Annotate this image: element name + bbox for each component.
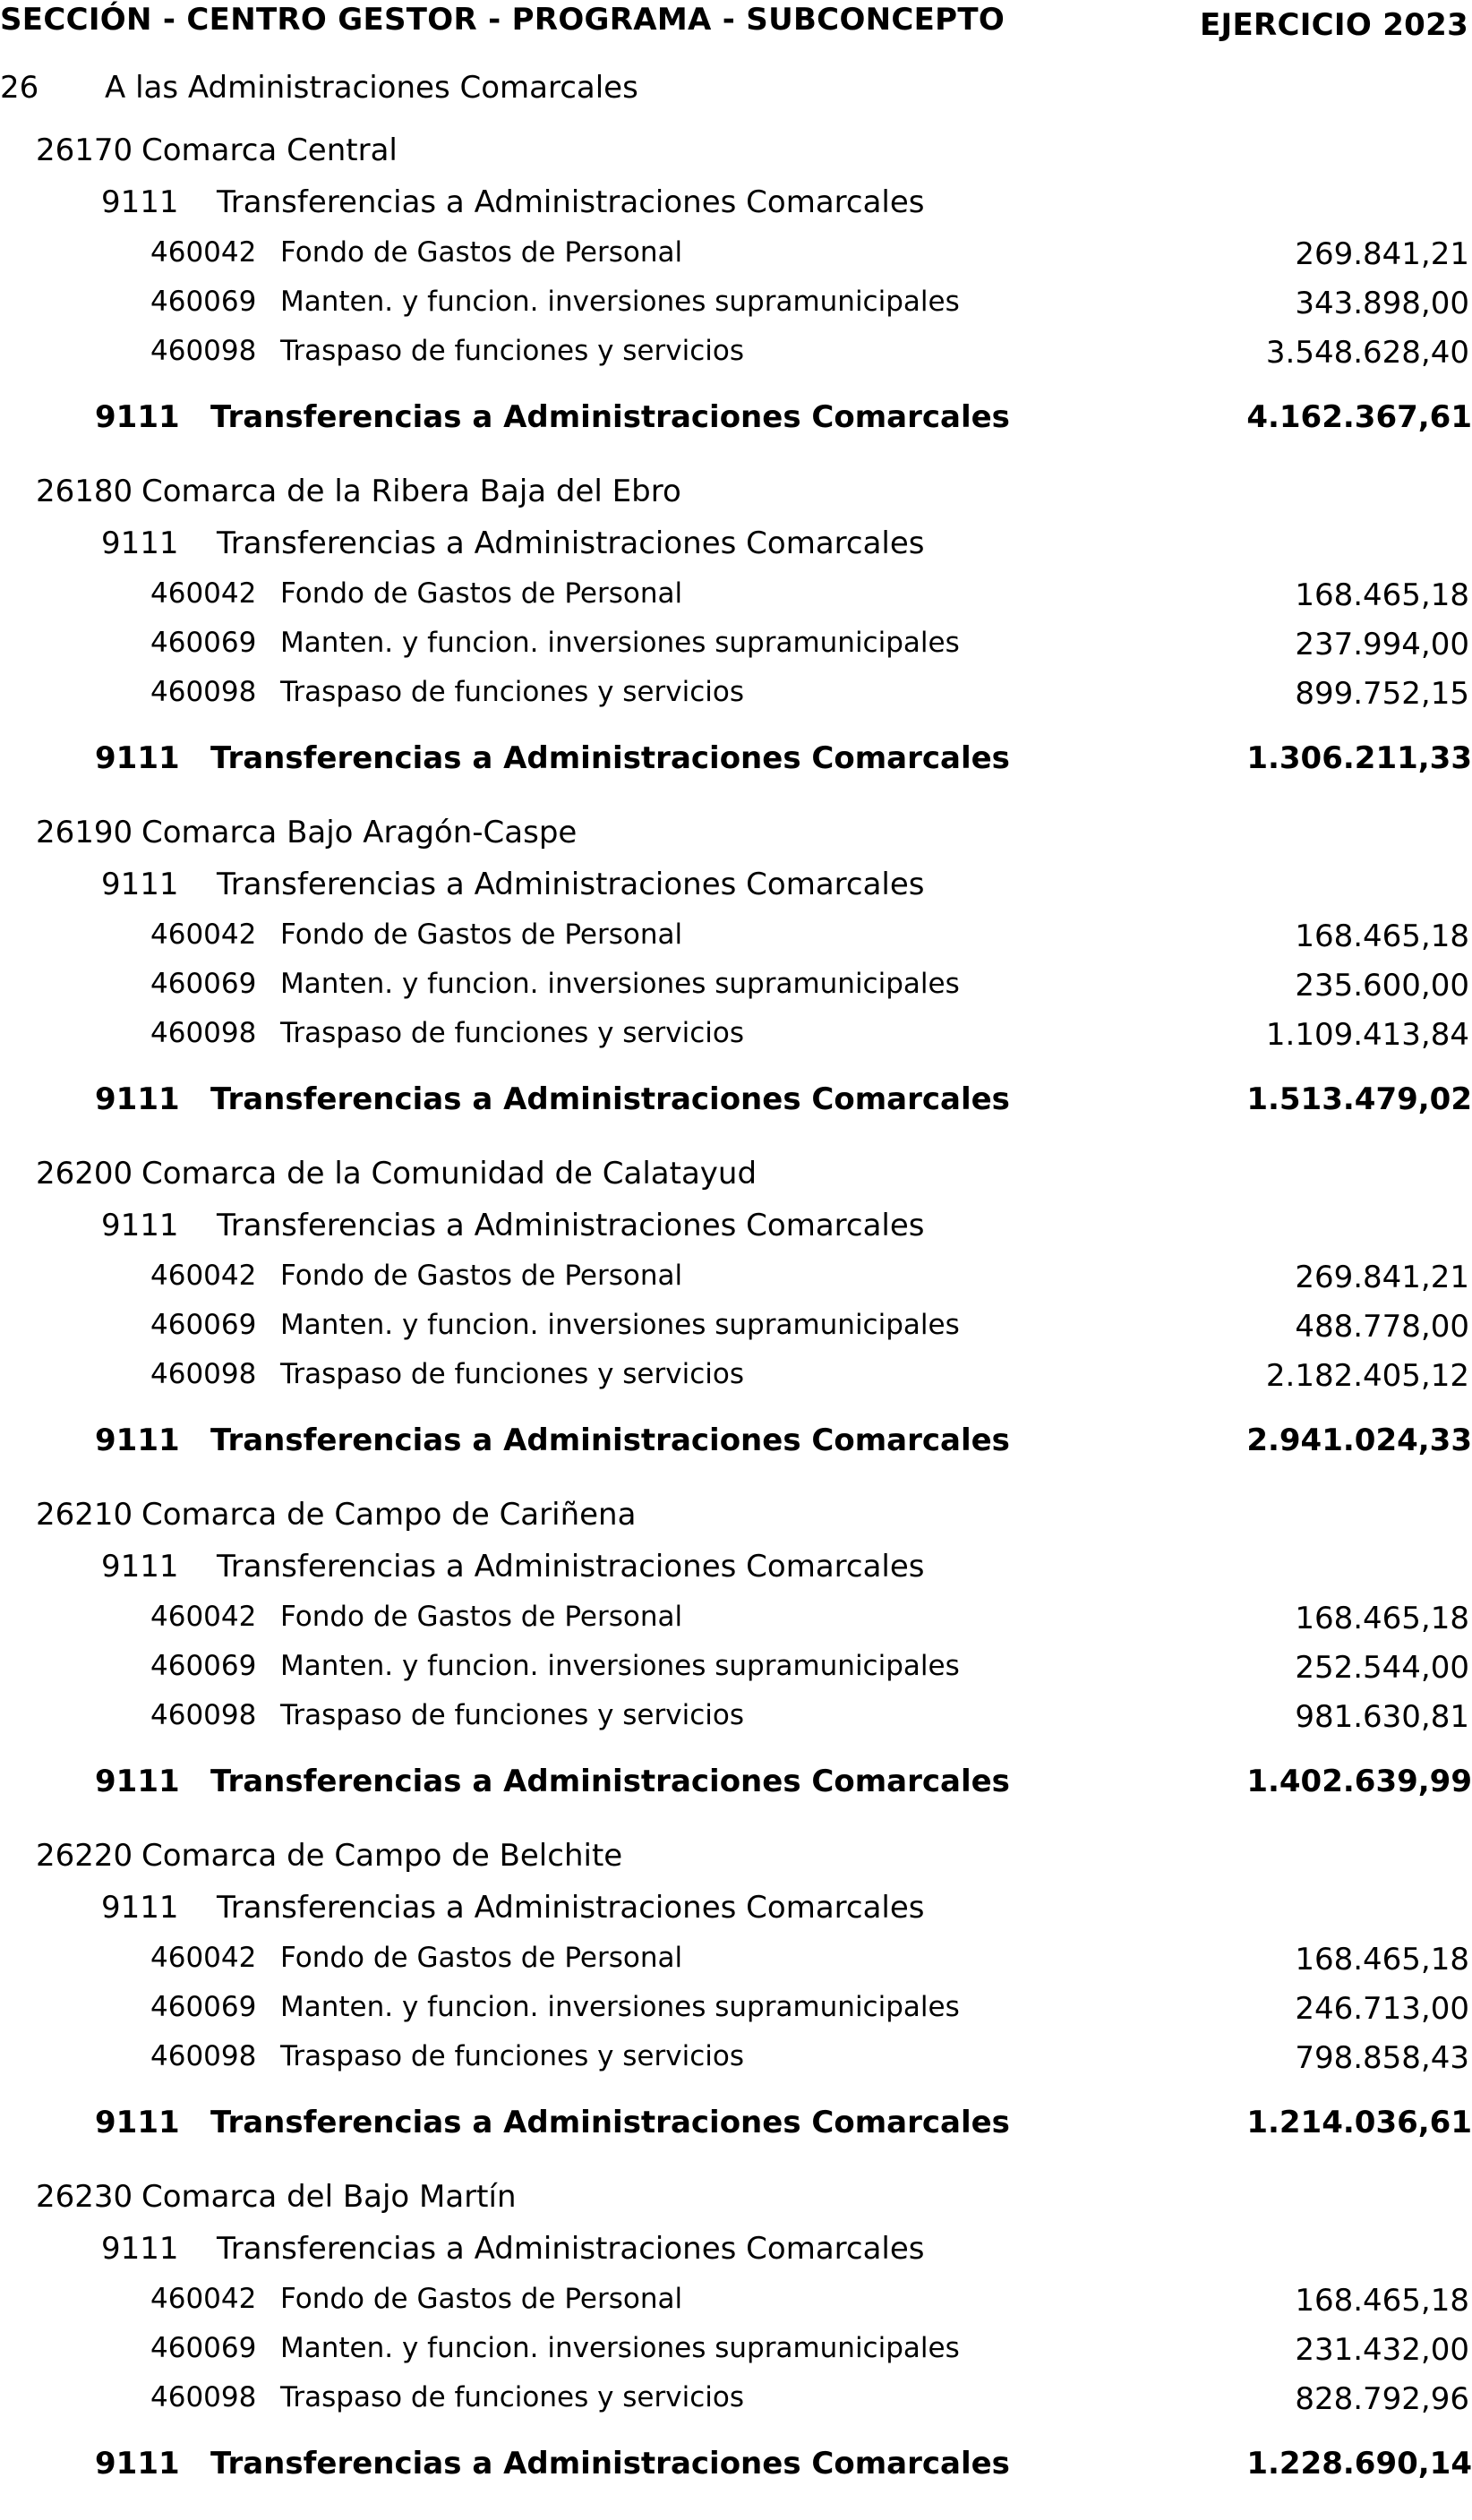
subconcept-amount: 168.465,18 [1295,577,1469,613]
program-name: Transferencias a Administraciones Comarcales [217,184,925,220]
total-program-name: Transferencias a Administraciones Comarcales [210,399,1010,435]
subconcept-amount: 246.713,00 [1295,1991,1469,2027]
subconcept-code: 460069 [150,286,257,318]
total-program-name: Transferencias a Administraciones Comarcales [210,2446,1010,2482]
total-program-name: Transferencias a Administraciones Comarcales [210,1764,1010,1799]
subconcept-code: 460069 [150,968,257,1000]
total-program-name: Transferencias a Administraciones Comarcales [210,1422,1010,1458]
total-amount: 1.306.211,33 [1246,740,1472,776]
subconcept-code: 460098 [150,676,257,708]
program-name: Transferencias a Administraciones Comarcales [217,1208,925,1243]
center-name: Comarca de Campo de Cariñena [141,1497,637,1533]
subconcept-name: Manten. y funcion. inversiones supramunicipales [280,2332,960,2364]
subconcept-name: Traspaso de funciones y servicios [280,335,744,367]
center-code: 26200 [36,1156,133,1192]
center-name: Comarca de la Comunidad de Calatayud [141,1156,757,1192]
center-name: Comarca de Campo de Belchite [141,1838,623,1874]
subconcept-name: Fondo de Gastos de Personal [280,1260,683,1292]
subconcept-code: 460069 [150,2332,257,2364]
center-code: 26180 [36,474,133,509]
header-columns-title: SECCIÓN - CENTRO GESTOR - PROGRAMA - SUBCONCEPTO [0,2,1006,38]
subconcept-name: Traspaso de funciones y servicios [280,1017,744,1049]
center-name: Comarca Central [141,132,398,168]
total-program-code: 9111 [95,1422,180,1458]
total-program-name: Transferencias a Administraciones Comarcales [210,1081,1010,1117]
subconcept-code: 460098 [150,1358,257,1390]
program-name: Transferencias a Administraciones Comarcales [217,867,925,902]
subconcept-amount: 981.630,81 [1295,1699,1469,1735]
subconcept-name: Traspaso de funciones y servicios [280,2381,744,2413]
program-code: 9111 [101,525,179,561]
subconcept-amount: 168.465,18 [1295,2283,1469,2319]
program-name: Transferencias a Administraciones Comarcales [217,1890,925,1926]
program-code: 9111 [101,1549,179,1585]
center-code: 26220 [36,1838,133,1874]
total-amount: 2.941.024,33 [1246,1422,1472,1458]
total-program-name: Transferencias a Administraciones Comarcales [210,740,1010,776]
management-center-block [0,1497,1472,1838]
subconcept-name: Fondo de Gastos de Personal [280,1601,683,1633]
subconcept-amount: 168.465,18 [1295,918,1469,954]
total-amount: 1.228.690,14 [1246,2446,1472,2482]
center-code: 26170 [36,132,133,168]
subconcept-amount: 168.465,18 [1295,1942,1469,1978]
subconcept-code: 460042 [150,1601,257,1633]
subconcept-code: 460098 [150,2381,257,2413]
subconcept-name: Traspaso de funciones y servicios [280,1358,744,1390]
total-program-name: Transferencias a Administraciones Comarcales [210,2105,1010,2140]
subconcept-amount: 168.465,18 [1295,1601,1469,1636]
subconcept-code: 460098 [150,2040,257,2072]
program-code: 9111 [101,2231,179,2267]
center-code: 26210 [36,1497,133,1533]
program-code: 9111 [101,1890,179,1926]
total-program-code: 9111 [95,2105,180,2140]
center-code: 26190 [36,815,133,850]
management-center-block [0,474,1472,815]
center-name: Comarca del Bajo Martín [141,2179,517,2215]
program-name: Transferencias a Administraciones Comarcales [217,1549,925,1585]
subconcept-name: Traspaso de funciones y servicios [280,2040,744,2072]
center-code: 26230 [36,2179,133,2215]
subconcept-amount: 488.778,00 [1295,1309,1469,1345]
subconcept-amount: 828.792,96 [1295,2381,1469,2417]
program-code: 9111 [101,867,179,902]
budget-groups [0,132,1472,2520]
management-center-block [0,1838,1472,2179]
subconcept-code: 460098 [150,335,257,367]
subconcept-name: Manten. y funcion. inversiones supramunicipales [280,286,960,318]
total-program-code: 9111 [95,1081,180,1117]
subconcept-name: Fondo de Gastos de Personal [280,2283,683,2315]
subconcept-amount: 2.182.405,12 [1265,1358,1469,1394]
subconcept-code: 460098 [150,1699,257,1731]
subconcept-amount: 237.994,00 [1295,627,1469,662]
subconcept-amount: 343.898,00 [1295,286,1469,321]
subconcept-code: 460042 [150,1260,257,1292]
total-amount: 1.214.036,61 [1246,2105,1472,2140]
total-program-code: 9111 [95,399,180,435]
total-amount: 4.162.367,61 [1246,399,1472,435]
subconcept-code: 460069 [150,1650,257,1682]
subconcept-code: 460042 [150,236,257,269]
total-program-code: 9111 [95,740,180,776]
management-center-block [0,815,1472,1156]
subconcept-amount: 252.544,00 [1295,1650,1469,1686]
subconcept-code: 460069 [150,1309,257,1341]
subconcept-amount: 269.841,21 [1295,236,1469,272]
section-code: 26 [0,70,39,106]
subconcept-name: Manten. y funcion. inversiones supramunicipales [280,627,960,659]
subconcept-name: Manten. y funcion. inversiones supramunicipales [280,968,960,1000]
subconcept-code: 460042 [150,577,257,610]
subconcept-amount: 269.841,21 [1295,1260,1469,1295]
program-code: 9111 [101,1208,179,1243]
subconcept-name: Fondo de Gastos de Personal [280,918,683,951]
total-program-code: 9111 [95,2446,180,2482]
management-center-block [0,2179,1472,2520]
subconcept-name: Fondo de Gastos de Personal [280,577,683,610]
subconcept-code: 460042 [150,918,257,951]
subconcept-amount: 899.752,15 [1295,676,1469,712]
subconcept-amount: 3.548.628,40 [1265,335,1469,371]
subconcept-code: 460069 [150,627,257,659]
management-center-block [0,1156,1472,1497]
subconcept-amount: 235.600,00 [1295,968,1469,1004]
subconcept-name: Traspaso de funciones y servicios [280,676,744,708]
total-amount: 1.513.479,02 [1246,1081,1472,1117]
center-name: Comarca Bajo Aragón-Caspe [141,815,578,850]
subconcept-amount: 1.109.413,84 [1265,1017,1469,1053]
management-center-block [0,132,1472,474]
total-program-code: 9111 [95,1764,180,1799]
total-amount: 1.402.639,99 [1246,1764,1472,1799]
program-name: Transferencias a Administraciones Comarcales [217,525,925,561]
subconcept-code: 460042 [150,2283,257,2315]
subconcept-code: 460069 [150,1991,257,2023]
subconcept-name: Manten. y funcion. inversiones supramunicipales [280,1650,960,1682]
program-code: 9111 [101,184,179,220]
subconcept-amount: 231.432,00 [1295,2332,1469,2368]
subconcept-name: Fondo de Gastos de Personal [280,236,683,269]
subconcept-amount: 798.858,43 [1295,2040,1469,2076]
center-name: Comarca de la Ribera Baja del Ebro [141,474,681,509]
program-name: Transferencias a Administraciones Comarcales [217,2231,925,2267]
subconcept-name: Manten. y funcion. inversiones supramunicipales [280,1991,960,2023]
subconcept-code: 460042 [150,1942,257,1974]
section-name: A las Administraciones Comarcales [105,70,638,106]
subconcept-name: Manten. y funcion. inversiones supramunicipales [280,1309,960,1341]
subconcept-name: Fondo de Gastos de Personal [280,1942,683,1974]
subconcept-name: Traspaso de funciones y servicios [280,1699,744,1731]
subconcept-code: 460098 [150,1017,257,1049]
